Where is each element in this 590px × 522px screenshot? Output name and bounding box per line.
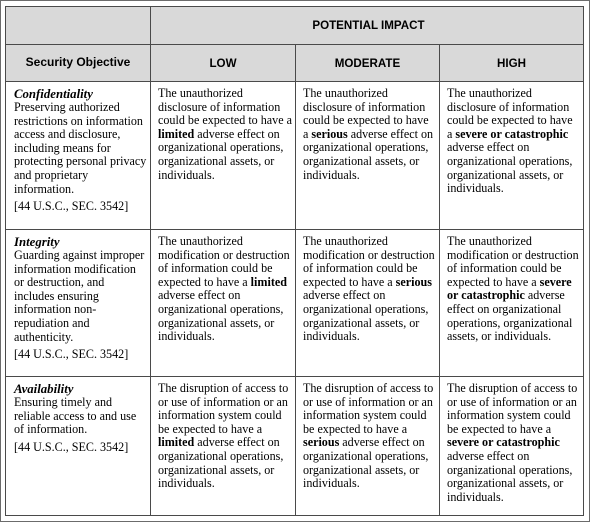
impact-text: adverse effect on organizational operations, organizational assets, or individuals. <box>158 288 284 344</box>
objective-description: Ensuring timely and reliable access to and use of information. <box>14 395 137 437</box>
objective-description: Guarding against improper information modification or destruction, and includes ensuring information non-repudiation and authenticity. <box>14 248 145 344</box>
impact-emphasis: severe or catastrophic <box>455 126 569 141</box>
impact-emphasis: limited <box>158 126 195 141</box>
impact-text: The unauthorized modification or destruction of information could be expected to have a <box>303 234 435 289</box>
impact-text: The disruption of access to or use of information or an information system could be expected to have a <box>447 381 578 436</box>
level-header-low: LOW <box>151 45 296 82</box>
impact-text: adverse effect on organizational operations, organizational assets, or individuals. <box>447 140 573 196</box>
impact-text: The unauthorized disclosure of information could be expected to have a <box>158 86 292 128</box>
objective-title: Integrity <box>14 235 60 249</box>
header-row-levels <box>6 45 584 82</box>
impact-cell-high <box>440 377 584 516</box>
level-header-moderate: MODERATE <box>296 45 440 82</box>
objective-description: Preserving authorized restrictions on information access and disclosure, including means for protecting personal privacy and proprietary information. <box>14 100 147 196</box>
impact-table <box>5 6 584 516</box>
impact-text: adverse effect on organizational operations, organizational assets, or individuals. <box>447 448 573 504</box>
impact-text: The unauthorized modification or destruction of information could be expected to have a <box>158 234 290 289</box>
impact-cell-low <box>151 230 296 377</box>
impact-text: The unauthorized disclosure of information could be expected to have a <box>303 86 429 141</box>
impact-text: adverse effect on organizational operations, organizational assets, or individuals. <box>303 435 429 491</box>
impact-cell-low <box>151 377 296 516</box>
header-blank-cell <box>6 7 151 45</box>
impact-text: adverse effect on organizational operations, organizational assets, or individuals. <box>303 288 429 344</box>
objective-citation: [44 U.S.C., SEC. 3542] <box>14 439 129 454</box>
impact-emphasis: severe or catastrophic <box>447 435 560 450</box>
table-row-availability <box>6 377 584 516</box>
impact-cell-high <box>440 230 584 377</box>
impact-emphasis: limited <box>250 274 287 289</box>
header-row-top <box>6 7 584 45</box>
level-header-high: HIGH <box>440 45 584 82</box>
impact-text: adverse effect on organizational operations, organizational assets, or individuals. <box>158 435 284 491</box>
table-row-integrity <box>6 230 584 377</box>
objective-cell <box>6 377 151 516</box>
impact-cell-moderate <box>296 377 440 516</box>
impact-cell-low <box>151 82 296 230</box>
objective-title: Availability <box>14 382 74 396</box>
impact-emphasis: limited <box>158 435 195 450</box>
impact-text: adverse effect on organizational operations, organizational assets, or individuals. <box>447 288 573 344</box>
objective-citation: [44 U.S.C., SEC. 3542] <box>14 199 129 214</box>
impact-text: adverse effect on organizational operations, organizational assets, or individuals. <box>303 126 434 182</box>
impact-emphasis: serious <box>303 435 340 450</box>
objective-cell <box>6 230 151 377</box>
impact-emphasis: serious <box>311 126 348 141</box>
objective-citation: [44 U.S.C., SEC. 3542] <box>14 347 129 362</box>
impact-cell-moderate <box>296 230 440 377</box>
impact-cell-high <box>440 82 584 230</box>
objective-cell <box>6 82 151 230</box>
table-row-confidentiality <box>6 82 584 230</box>
security-objective-header: Security Objective <box>6 45 151 82</box>
impact-text: The unauthorized disclosure of information could be expected to have a <box>447 86 573 141</box>
objective-title: Confidentiality <box>14 87 93 101</box>
potential-impact-header: POTENTIAL IMPACT <box>151 7 584 45</box>
impact-text: The unauthorized modification or destruction of information could be expected to have a <box>447 234 579 289</box>
impact-text: The disruption of access to or use of information or an information system could be expected to have a <box>303 381 434 436</box>
impact-emphasis: severe or catastrophic <box>447 274 572 303</box>
impact-text: adverse effect on organizational operations, organizational assets, or individuals. <box>158 126 284 182</box>
impact-cell-moderate <box>296 82 440 230</box>
impact-emphasis: serious <box>395 274 432 289</box>
impact-text: The disruption of access to or use of information or an information system could be expected to have a <box>158 381 289 436</box>
